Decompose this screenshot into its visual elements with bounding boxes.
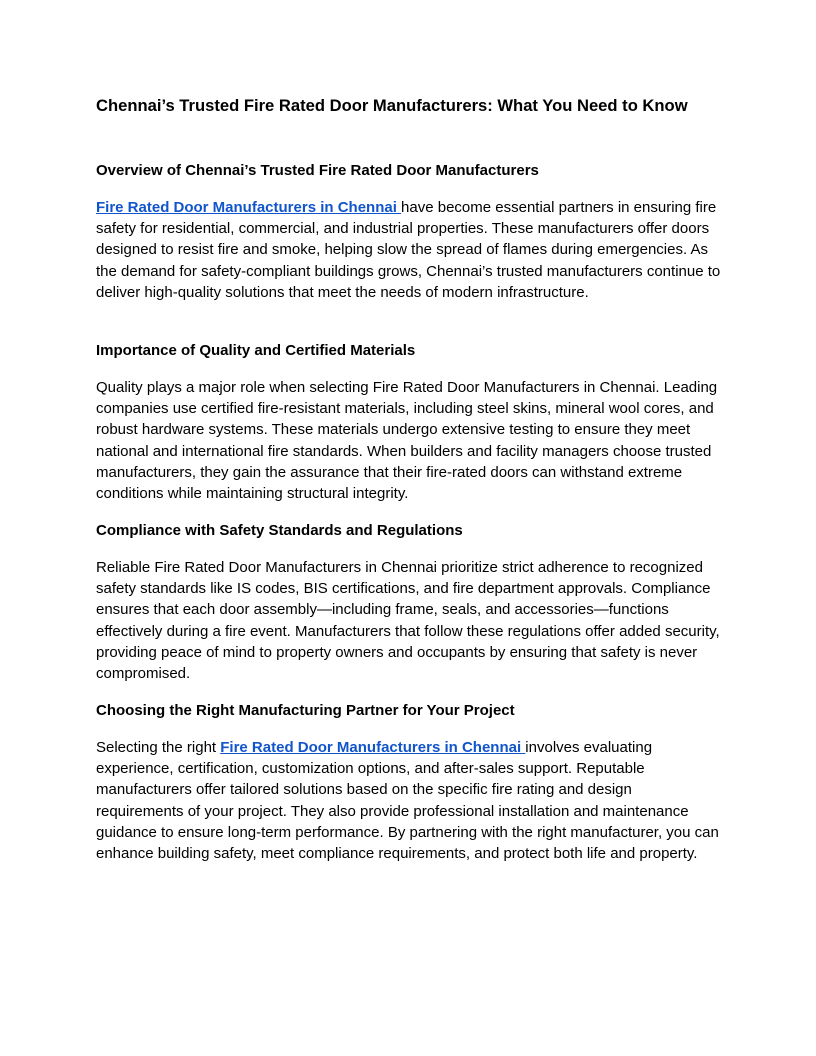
section-compliance — [96, 520, 722, 684]
section-heading-quality: Importance of Quality and Certified Materials — [96, 342, 416, 359]
section-body-quality: Quality plays a major role when selecting Fire Rated Door Manufacturers in Chennai. Leading companies use certified fire-resistant materials, including steel skins, mineral wool cores, and robust hardware systems. These materials undergo extensive testing to ensure they meet national and international fire standards. When builders and facility managers choose trusted manufacturers, they gain the assurance that their fire-rated doors can withstand extreme conditions while maintaining structural integrity. — [96, 379, 718, 503]
overview-text-after-link: have become essential partners in ensuring fire safety for residential, commercial, and industrial properties. These manufacturers offer doors designed to resist fire and smoke, helping slow the spread of flames during emergencies. As the demand for safety-compliant buildings grows, Chennai’s trusted manufacturers continue to deliver high-quality solutions that meet the needs of modern infrastructure. — [96, 199, 721, 301]
section-heading-overview: Overview of Chennai’s Trusted Fire Rated Door Manufacturers — [96, 162, 539, 179]
choosing-text-before-link: Selecting the right — [96, 739, 221, 756]
section-heading-compliance: Compliance with Safety Standards and Regulations — [96, 522, 463, 539]
section-overview — [96, 160, 722, 303]
section-body-choosing-partner — [96, 737, 722, 864]
section-body-compliance: Reliable Fire Rated Door Manufacturers in Chennai prioritize strict adherence to recognized safety standards like IS codes, BIS certifications, and fire department approvals. Compliance ensures that each door assembly—including frame, seals, and accessories—functions effectively during a fire event. Manufacturers that follow these regulations offer added security, providing peace of mind to property owners and occupants by ensuring that safety is never compromised. — [96, 559, 720, 683]
document-title: Chennai’s Trusted Fire Rated Door Manufacturers: What You Need to Know — [96, 96, 688, 115]
choosing-text-after-link: involves evaluating experience, certification, customization options, and after-sales support. Reputable manufacturers offer tailored solutions based on the specific fire rating and design requirements of your project. They also provide professional installation and maintenance guidance to ensure long-term performance. By partnering with the right manufacturer, you can enhance building safety, meet compliance requirements, and protect both life and property. — [96, 739, 719, 863]
section-body-overview — [96, 197, 722, 303]
section-heading-choosing-partner: Choosing the Right Manufacturing Partner for Your Project — [96, 702, 515, 719]
fire-rated-door-link[interactable]: Fire Rated Door Manufacturers in Chennai — [96, 199, 402, 216]
section-quality — [96, 340, 722, 504]
section-choosing-partner — [96, 700, 722, 864]
fire-rated-door-link-2[interactable]: Fire Rated Door Manufacturers in Chennai — [220, 739, 526, 756]
